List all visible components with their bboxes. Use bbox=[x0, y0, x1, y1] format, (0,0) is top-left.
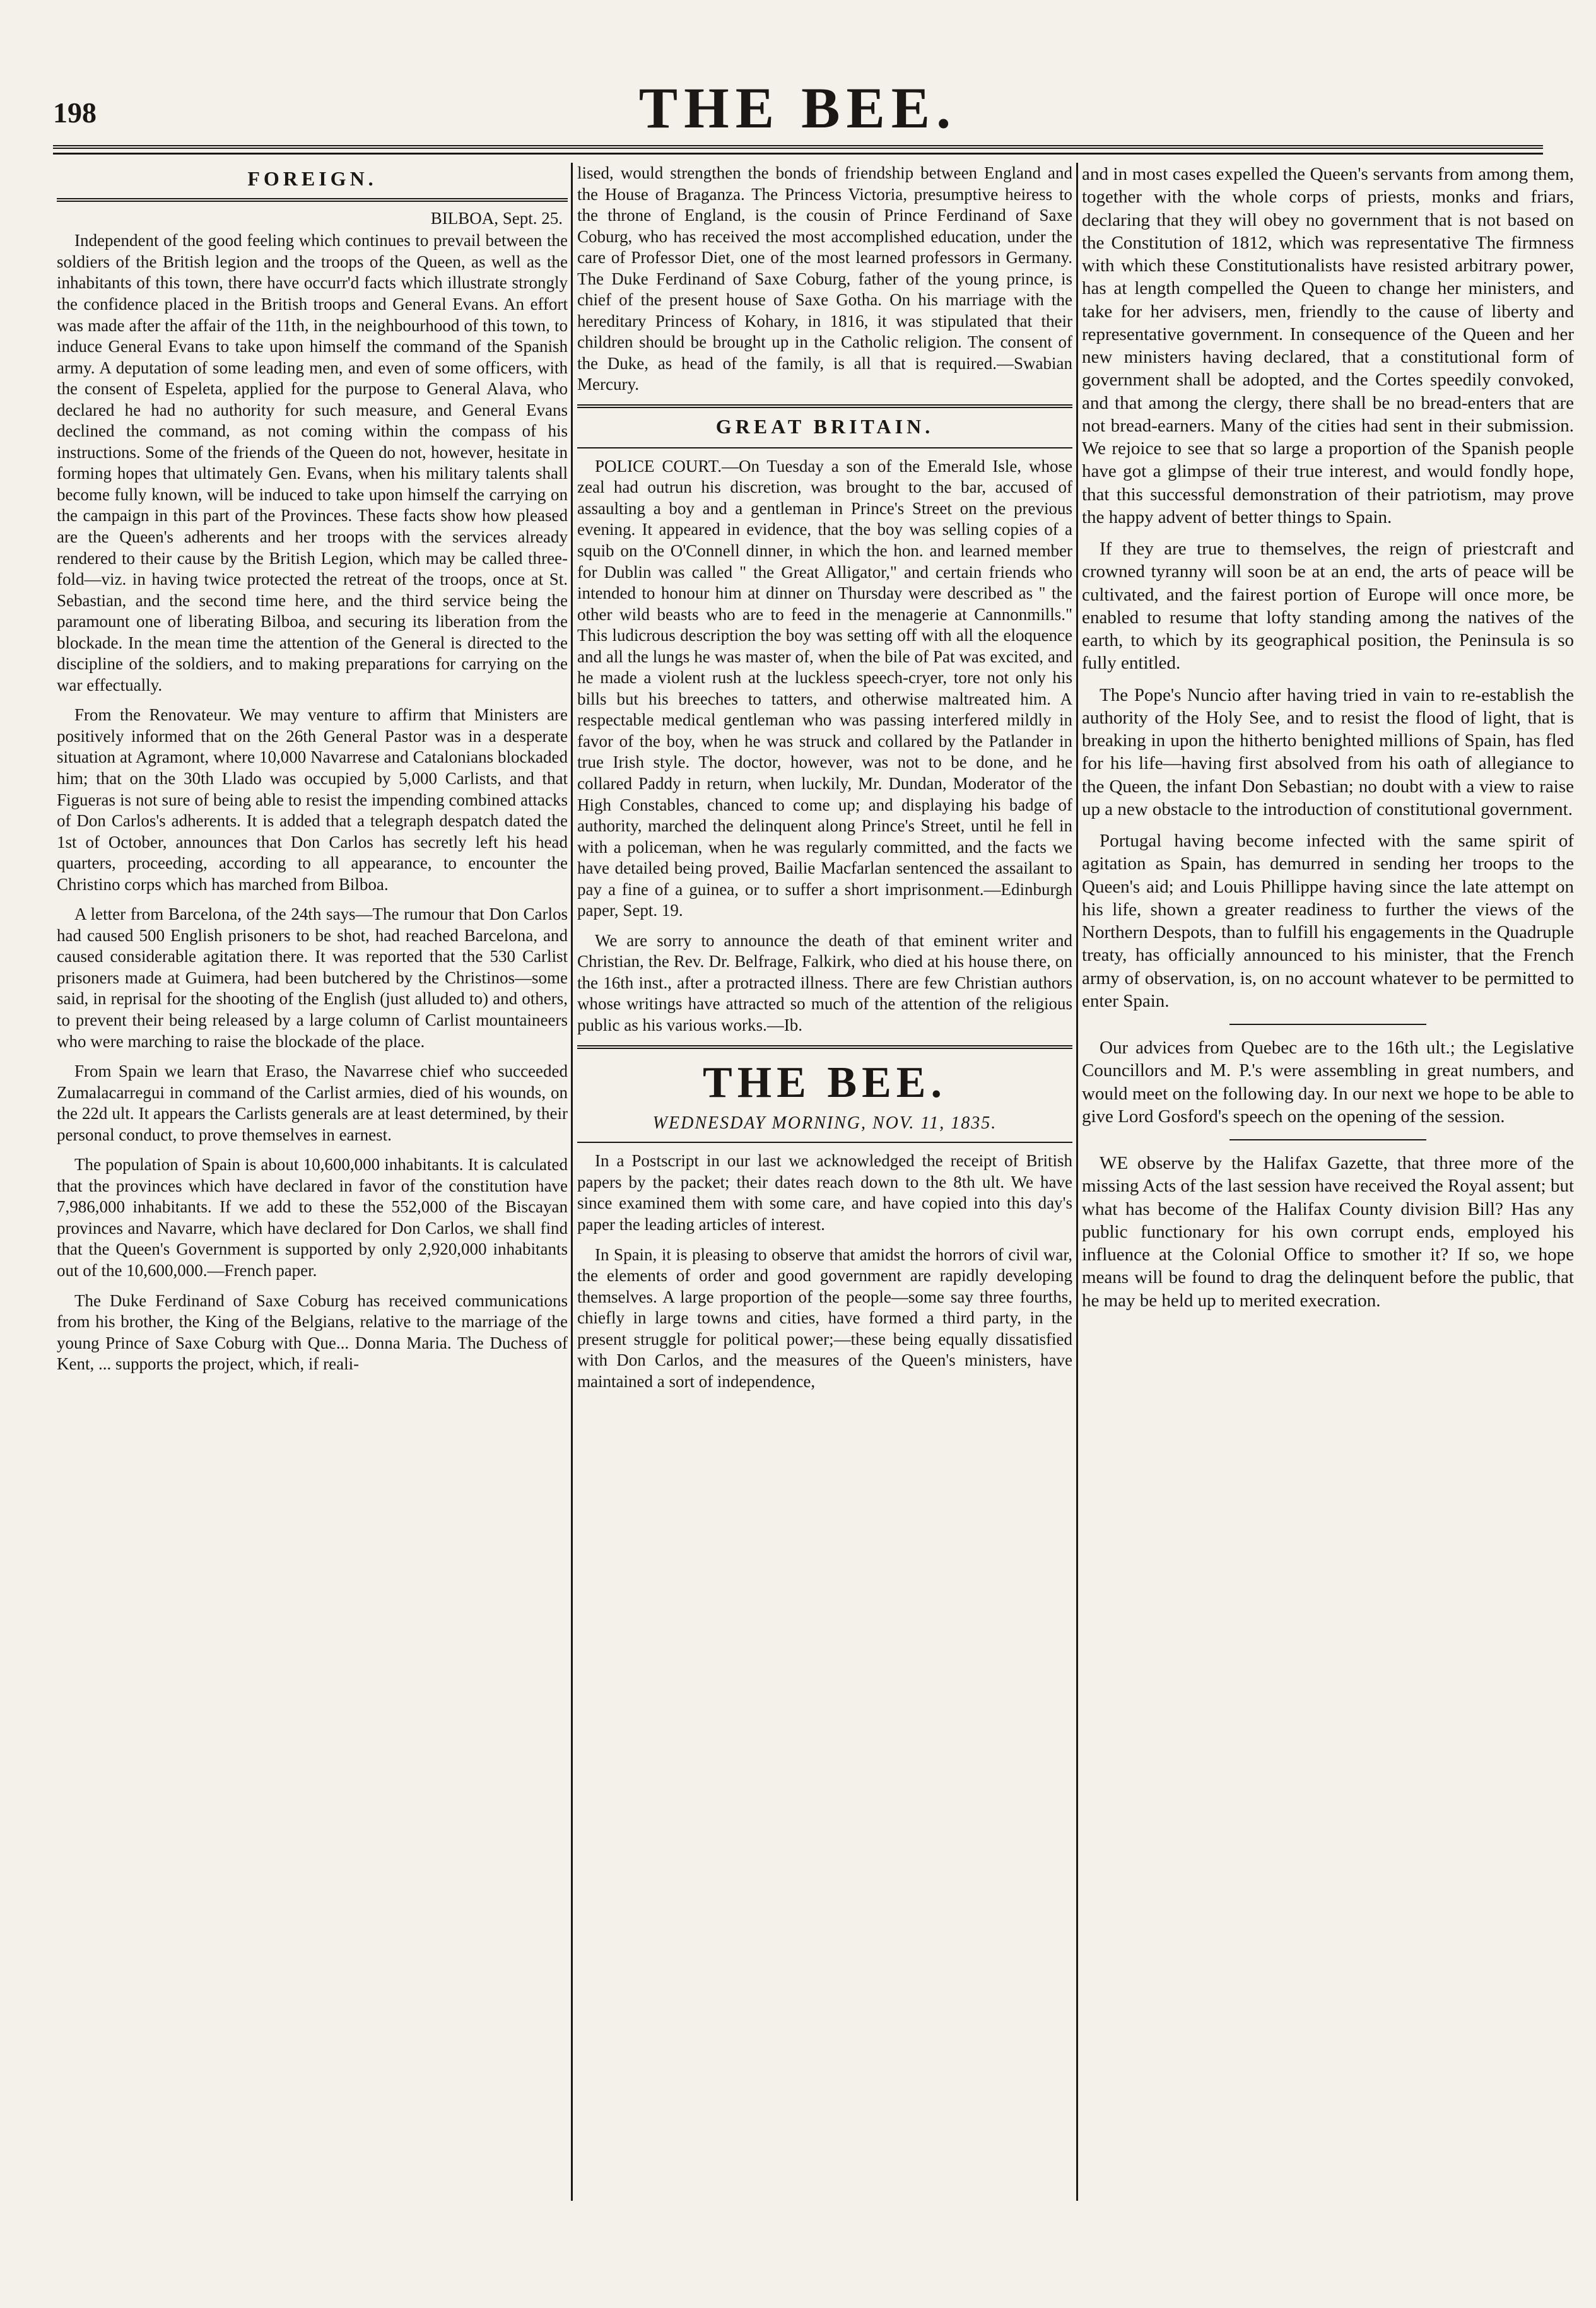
editorial-paragraph: The Pope's Nuncio after having tried in vain to re-establish the authority of the Holy See, and to resist the flood of light, that is breaking in upon the hitherto benighted millions of Spain, has fled for his life—having first absolved from his oath of allegiance to the Queen, the infant Don Sebastian; no doubt with a view to raise up a new obstacle to the introduction of constitutional government. bbox=[1082, 684, 1574, 819]
section-rule-thin bbox=[577, 1142, 1072, 1143]
section-heading-foreign: FOREIGN. bbox=[247, 167, 377, 190]
column-divider bbox=[571, 163, 573, 2201]
article-paragraph: The population of Spain is about 10,600,000 inhabitants. It is calculated that the provinces which have declared in favor of the constitution have 7,986,000 inhabitants. If we add to these the 552,000 of the Biscayan provinces and Navarre, which have declared for Don Carlos, we shall find that the Queen's Government is supported by only 2,920,000 inhabitants out of the 10,600,000.—French paper. bbox=[57, 1155, 568, 1280]
header-rule-thin bbox=[53, 153, 1543, 155]
editorial-paragraph: If they are true to themselves, the reign of priestcraft and crowned tyranny will soon be at an end, the arts of peace will be cultivated, and the fairest portion of Europe will once more, be enabled to resume that lofty standing among the natives of the earth, to which by its geographical position, the Peninsula is so fully entitled. bbox=[1082, 539, 1574, 674]
column-editorial bbox=[1082, 163, 1574, 2207]
article-continuation: lised, would strengthen the bonds of friendship between England and the House of Braganza. The Princess Victoria, presumptive heiress to the throne of England, is the cousin of Prince Ferdinand of Saxe Coburg, who has received the most accomplished education, under the care of Professor Diet, one of the most learned professors in Germany. The Duke Ferdinand of Saxe Coburg, father of the young prince, is chief of the present house of Saxe Gotha. On his marriage with the hereditary Princess of Kohary, in 1816, it was stipulated that their children should be brought up in the Catholic religion. The consent of the Duke, as head of the family, is all that is required.—Swabian Mercury. bbox=[577, 163, 1072, 394]
editorial-paragraph: Portugal having become infected with the same spirit of agitation as Spain, has demurred in sending her troops to the Queen's aid; and Louis Phillippe having since the late attempt on his life, shown a greater readiness to further the views of the Northern Despots, than to fulfill his engagements in the Quadruple treaty, has officially announced to his minister, that the French army of observation, is, on no account whatever to be permitted to enter Spain. bbox=[1082, 831, 1574, 1011]
short-rule bbox=[1229, 1024, 1426, 1025]
editorial-paragraph: and in most cases expelled the Queen's servants from among them, together with the whole corps of priests, monks and friars, declaring that they will obey no government that is not based on the Constitution of 1812, which was representative The firmness with which these Constitutionalists have resisted arbitrary power, has at length compelled the Queen to change her ministers, and take for her advisers, men, friendly to the cause of liberty and representative government. In consequence of the Queen and her new ministers having declared, that a constitutional form of government shall be adopted, and the Cortes speedily convoked, and that among the clergy, there shall be no bread-enters that are not bread-earners. Many of the cities had sent in their submission. We rejoice to see that so large a proportion of the Spanish people have got a glimpse of their true interest, and would fondly hope, that this successful demonstration of their patriotism, may prove the happy advent of better things to Spain. bbox=[1082, 164, 1574, 527]
page-header bbox=[53, 74, 1543, 150]
article-paragraph: We are sorry to announce the death of that eminent writer and Christian, the Rev. Dr. Belfrage, Falkirk, who died at his house there, on the 16th inst., after a protracted illness. There are few Christian authors whose writings have attracted so much of the attention of the religious public as his various works.—Ib. bbox=[577, 930, 1072, 1034]
column-divider bbox=[1076, 163, 1078, 2201]
section-heading-great-britain: GREAT BRITAIN. bbox=[715, 415, 934, 438]
article-paragraph: From the Renovateur. We may venture to affirm that Ministers are positively informed that on the 26th General Pastor was in a desperate situation at Agramont, where 10,000 Navarrese and Catalonians blockaded him; that on the 30th Llado was occupied by 5,000 Carlists, and that Figueras is not sure of being able to resist the impending combined attacks of Don Carlos's adherents. It is added that a telegraph despatch dated the 1st of October, announces that Don Carlos has secretly left his head quarters, proceeding, according to all appearance, to encounter the Christino corps which has marched from Bilboa. bbox=[57, 705, 568, 894]
edition-date: WEDNESDAY MORNING, NOV. 11, 1835. bbox=[652, 1113, 997, 1133]
editorial-paragraph: In a Postscript in our last we acknowledged the receipt of British papers by the packet; their dates reach down to the 8th ult. We have since examined them with some care, and have copied into this day's paper the leading articles of interest. bbox=[577, 1151, 1072, 1234]
dateline: BILBOA, Sept. 25. bbox=[430, 208, 563, 228]
section-rule bbox=[577, 404, 1072, 408]
section-rule bbox=[577, 1045, 1072, 1049]
editorial-paragraph: In Spain, it is pleasing to observe that amidst the horrors of civil war, the elements of order and good government are rapidly developing themselves. A large proportion of the people—some say three fourths, chiefly in large towns and cities, have formed a third party, in the present struggle for political power;—these being equally dissatisfied with Don Carlos, and the measures of the Queen's ministers, have maintained a sort of independence, bbox=[577, 1245, 1072, 1391]
column-great-britain bbox=[577, 163, 1072, 2207]
article-paragraph: From Spain we learn that Eraso, the Navarrese chief who succeeded Zumalacarregui in command of the Carlist armies, died of his wounds, on the 22d ult. It appears the Carlists generals are at least determined, by their personal conduct, to prove themselves in earnest. bbox=[57, 1062, 568, 1144]
column-foreign bbox=[57, 163, 568, 2207]
quebec-paragraph: Our advices from Quebec are to the 16th ult.; the Legislative Councillors and M. P.'s were assembling in great numbers, and would meet on the following day. In our next we hope to be able to give Lord Gosford's speech on the opening of the session. bbox=[1082, 1038, 1574, 1127]
short-rule bbox=[1229, 1139, 1426, 1140]
header-rule bbox=[53, 145, 1543, 149]
article-paragraph: POLICE COURT.—On Tuesday a son of the Emerald Isle, whose zeal had outrun his discretion, was brought to the bar, accused of assaulting a boy and a gentleman in Prince's Street on the previous evening. It appeared in evidence, that the boy was selling copies of a squib on the O'Connell dinner, in which the hon. and learned member for Dublin was called " the Great Alligator," and certain friends who intended to honour him at dinner on Thursday were described as " the other wild beasts who are to feed in the menagerie at Cannonmills." This ludicrous description the boy was setting off with all the eloquence and all the lungs he was master of, when the bile of Pat was excited, and he made a violent rush at the luckless speech-cryer, tore not only his bills but his breeches to tatters, and otherwise maltreated him. A respectable medical gentleman who was passing interfered mildly in favor of the boy, when he was struck and collared by the Patlander in true Irish style. The doctor, however, was not to be done, and he collared Paddy in return, when luckily, Mr. Dundan, Moderator of the High Constables, chanced to come up; and displaying his badge of authority, marched the delinquent along Prince's Street, until he fell in with a policeman, when he was regularly committed, and the facts we have detailed being proved, Bailie Macfarlan sentenced the assailant to pay a fine of a guinea, or to suffer a short imprisonment.—Edinburgh paper, Sept. 19. bbox=[577, 456, 1072, 920]
article-paragraph: A letter from Barcelona, of the 24th says—The rumour that Don Carlos had caused 500 English prisoners to be shot, had reached Barcelona, and caused considerable agitation there. It was reported that the 530 Carlist prisoners made at Guimera, had been butchered by the Christinos—some said, in reprisal for the shooting of the English (just alluded to) and others, to prevent their being released by a large column of Carlist mountaineers who were marching to raise the blockade of the place. bbox=[57, 905, 568, 1051]
section-rule bbox=[57, 198, 568, 202]
section-rule-thin bbox=[577, 447, 1072, 448]
halifax-paragraph: WE observe by the Halifax Gazette, that three more of the missing Acts of the last session have received the Royal assent; but what has become of the Halifax County division Bill? Has any public functionary for his own corrupt ends, employed his influence at the Colonial Office to smother it? If so, we hope means will be found to drag the delinquent before the public, that he may be held up to merited execration. bbox=[1082, 1153, 1574, 1311]
inline-masthead: THE BEE. bbox=[703, 1058, 947, 1107]
page-number: 198 bbox=[53, 97, 97, 129]
article-paragraph: The Duke Ferdinand of Saxe Coburg has received communications from his brother, the King of the Belgians, relative to the marriage of the young Prince of Saxe Coburg with Que... Donna Maria. The Duchess of Kent, ... supports the project, which, if reali- bbox=[57, 1291, 568, 1374]
masthead-title: THE BEE. bbox=[638, 76, 958, 140]
article-paragraph: Independent of the good feeling which continues to prevail between the soldiers of the British legion and the troops of the Queen, as well as the inhabitants of this town, there have occurr'd facts which illustrate strongly the confidence placed in the British troops and General Evans. An effort was made after the affair of the 11th, in the neighbourhood of this town, to induce General Evans to take upon himself the command of the Spanish army. A deputation of some leading men, and even of some officers, with the consent of Espeleta, applied for the purpose to General Alava, who declared he had no authority for such measure, and General Evans declined the command, as not coming within the compass of his instructions. Some of the friends of the Queen do not, however, hesitate in forming hopes that ultimately Gen. Evans, when his military talents shall become fully known, will be induced to take upon himself the carrying on the campaign in this part of the Provinces. These facts show how pleased are the Queen's adherents and her troops with the services already rendered to their cause by the British Legion, which may be called three-fold—viz. in having twice protected the retreat of the troops, once at St. Sebastian, and the second time here, and the third service being the paramount one of liberating Bilboa, and securing its liberation from the blockade. In the mean time the attention of the General is directed to the discipline of the soldiers, and to making preparations for carrying on the war effectually. bbox=[57, 231, 568, 694]
